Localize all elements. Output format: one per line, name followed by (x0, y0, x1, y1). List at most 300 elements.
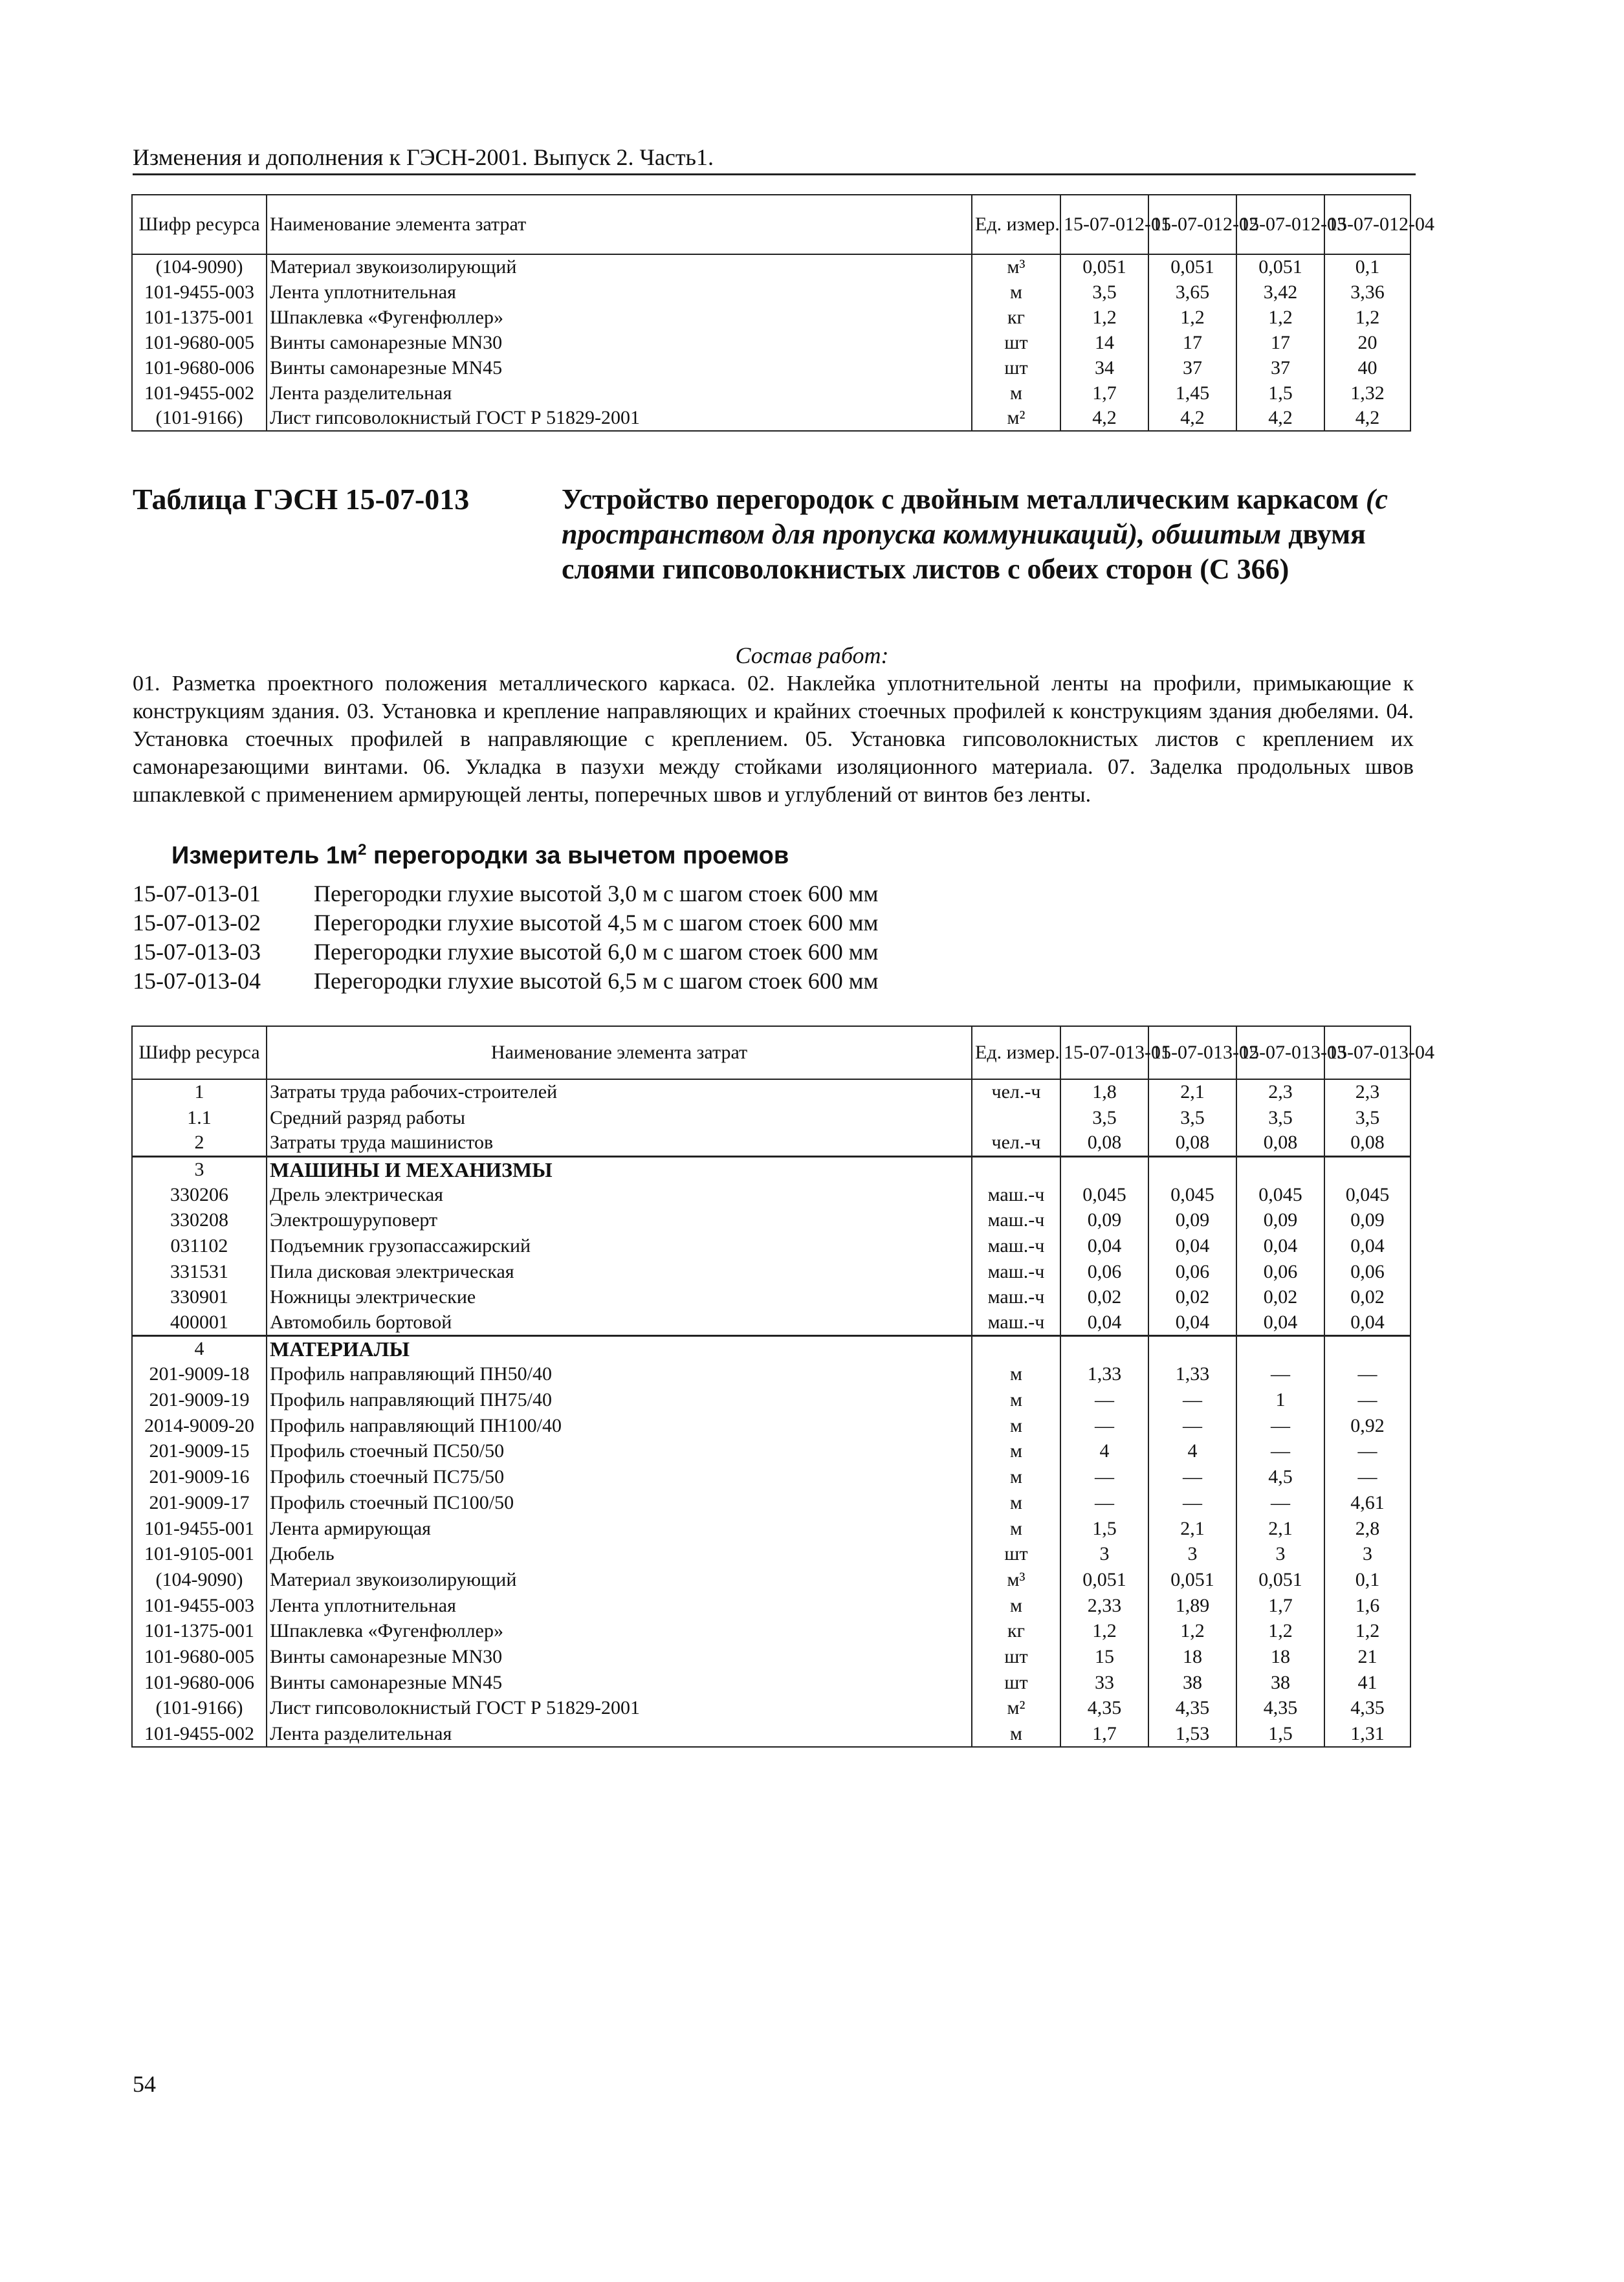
cell-v3: 4,2 (1236, 406, 1324, 431)
cell-name: Дрель электрическая (267, 1182, 972, 1208)
cell-v1: 0,02 (1060, 1285, 1148, 1311)
cell-unit: кг (972, 305, 1060, 330)
cell-unit: маш.-ч (972, 1182, 1060, 1208)
cell-v4: 0,06 (1324, 1259, 1410, 1285)
measurer-suffix: перегородки за вычетом проемов (366, 842, 789, 870)
col-header-c4: 15-07-013-04 (1324, 1026, 1410, 1079)
cell-name: Профиль направляющий ПН50/40 (267, 1362, 972, 1388)
cell-v4: 0,04 (1324, 1233, 1410, 1259)
cell-unit: м (972, 1413, 1060, 1439)
cell-code: 400001 (132, 1310, 267, 1336)
cell-v3: 18 (1236, 1644, 1324, 1670)
cell-code: 331531 (132, 1259, 267, 1285)
cell-name: Винты самонарезные MN30 (267, 330, 972, 355)
col-header-code: Шифр ресурса (132, 1026, 267, 1079)
cell-name: Шпаклевка «Фугенфюллер» (267, 305, 972, 330)
table-row (132, 1285, 1410, 1311)
code-number: 15-07-013-03 (133, 939, 261, 965)
cell-v2: 0,045 (1148, 1182, 1236, 1208)
cell-v2: 0,04 (1148, 1233, 1236, 1259)
cell-v4: 0,1 (1324, 254, 1410, 280)
table-row (132, 1439, 1410, 1465)
cell-unit: маш.-ч (972, 1310, 1060, 1336)
col-header-c1: 15-07-013-01 (1060, 1026, 1148, 1079)
cell-v3: 17 (1236, 330, 1324, 355)
cell-unit: м (972, 1464, 1060, 1490)
code-number: 15-07-013-02 (133, 910, 261, 936)
cell-unit (972, 1336, 1060, 1362)
cell-name: МАШИНЫ И МЕХАНИЗМЫ (267, 1156, 972, 1182)
cell-v4: 0,045 (1324, 1182, 1410, 1208)
cell-v4: 41 (1324, 1670, 1410, 1696)
cell-name: Электрошуруповерт (267, 1207, 972, 1233)
measurer (171, 841, 789, 870)
cell-v1: 3,5 (1060, 280, 1148, 305)
table-label: Таблица ГЭСН 15-07-013 (133, 483, 470, 516)
cell-unit: м (972, 1721, 1060, 1747)
cell-v4 (1324, 1156, 1410, 1182)
cell-unit: чел.-ч (972, 1130, 1060, 1156)
cell-v2: 4 (1148, 1439, 1236, 1465)
cell-v3: — (1236, 1362, 1324, 1388)
cell-v1: — (1060, 1464, 1148, 1490)
code-line (133, 880, 878, 909)
cell-v1: 15 (1060, 1644, 1148, 1670)
cell-v2: 3,65 (1148, 280, 1236, 305)
cell-v1: 0,051 (1060, 254, 1148, 280)
cell-name: Профиль направляющий ПН75/40 (267, 1387, 972, 1413)
code-number: 15-07-013-01 (133, 881, 261, 906)
cell-v1: 0,04 (1060, 1310, 1148, 1336)
table-row (132, 1618, 1410, 1644)
cell-code: 201-9009-15 (132, 1439, 267, 1465)
cell-v3: 38 (1236, 1670, 1324, 1696)
table-row (132, 1079, 1410, 1105)
cell-name: Лента уплотнительная (267, 280, 972, 305)
cell-unit: шт (972, 1541, 1060, 1567)
measurer-prefix: Измеритель 1м (171, 842, 358, 870)
cell-unit: м (972, 280, 1060, 305)
cell-unit: м² (972, 1696, 1060, 1722)
cell-unit: кг (972, 1618, 1060, 1644)
table-013-body (132, 1079, 1410, 1747)
cell-code: (101-9166) (132, 406, 267, 431)
cell-v4: 2,8 (1324, 1516, 1410, 1542)
cell-name: Профиль стоечный ПС50/50 (267, 1439, 972, 1465)
cell-name: Пила дисковая электрическая (267, 1259, 972, 1285)
cell-v3 (1236, 1336, 1324, 1362)
cell-code: 330901 (132, 1285, 267, 1311)
cell-code: (101-9166) (132, 1696, 267, 1722)
cell-code: 101-1375-001 (132, 305, 267, 330)
table-row (132, 1516, 1410, 1542)
col-header-c3: 15-07-012-03 (1236, 195, 1324, 254)
sostav-heading: Состав работ: (735, 642, 889, 668)
cell-v2: 1,53 (1148, 1721, 1236, 1747)
cell-name: Затраты труда машинистов (267, 1130, 972, 1156)
cell-v3 (1236, 1156, 1324, 1182)
cell-code: 201-9009-18 (132, 1362, 267, 1388)
cell-code: 201-9009-19 (132, 1387, 267, 1413)
cell-v4: 4,35 (1324, 1696, 1410, 1722)
cell-code: 3 (132, 1156, 267, 1182)
cell-v4: 0,09 (1324, 1207, 1410, 1233)
cell-v2: 1,45 (1148, 380, 1236, 406)
cell-v4: 0,92 (1324, 1413, 1410, 1439)
cell-name: Дюбель (267, 1541, 972, 1567)
cell-v2: 38 (1148, 1670, 1236, 1696)
cell-name: Лист гипсоволокнистый ГОСТ Р 51829-2001 (267, 406, 972, 431)
code-description: Перегородки глухие высотой 6,5 м с шагом стоек 600 мм (314, 968, 879, 994)
cell-v3: 1,2 (1236, 1618, 1324, 1644)
table-title (562, 482, 1429, 587)
cell-v3: 0,051 (1236, 1567, 1324, 1593)
cell-v2: 0,06 (1148, 1259, 1236, 1285)
code-line (133, 909, 878, 938)
table-row (132, 1336, 1410, 1362)
cell-name: Шпаклевка «Фугенфюллер» (267, 1618, 972, 1644)
table-row (132, 1105, 1410, 1131)
cell-unit: м (972, 1516, 1060, 1542)
cell-v3: 1,7 (1236, 1593, 1324, 1619)
table-header-row (132, 1026, 1410, 1079)
cell-v3: 0,04 (1236, 1310, 1324, 1336)
cell-v4: 1,6 (1324, 1593, 1410, 1619)
cell-v1: 1,2 (1060, 1618, 1148, 1644)
table-row (132, 1387, 1410, 1413)
cell-unit: шт (972, 355, 1060, 380)
cell-code: 330208 (132, 1207, 267, 1233)
col-header-unit: Ед. измер. (972, 1026, 1060, 1079)
cell-name: Винты самонарезные MN45 (267, 355, 972, 380)
cell-code: 031102 (132, 1233, 267, 1259)
cell-v2 (1148, 1336, 1236, 1362)
cell-v1: 34 (1060, 355, 1148, 380)
cell-v2: — (1148, 1490, 1236, 1516)
cell-v4: 4,61 (1324, 1490, 1410, 1516)
table-header-row (132, 195, 1410, 254)
cell-v3: — (1236, 1413, 1324, 1439)
cell-unit (972, 1156, 1060, 1182)
table-row (132, 1490, 1410, 1516)
table-row (132, 1182, 1410, 1208)
cell-code: 101-1375-001 (132, 1618, 267, 1644)
cell-v1: 4 (1060, 1439, 1148, 1465)
cell-unit: шт (972, 1644, 1060, 1670)
cell-v2: — (1148, 1413, 1236, 1439)
cell-v3: 0,051 (1236, 254, 1324, 280)
cell-name: Ножницы электрические (267, 1285, 972, 1311)
cell-v4: 3,5 (1324, 1105, 1410, 1131)
table-title-part2: (с пространством для пропуска коммуникаций), обшитым (562, 483, 1388, 550)
cell-v2 (1148, 1156, 1236, 1182)
cell-v2: 0,09 (1148, 1207, 1236, 1233)
cell-code: 1 (132, 1079, 267, 1105)
table-row (132, 1670, 1410, 1696)
cell-v1: 3 (1060, 1541, 1148, 1567)
cell-unit: маш.-ч (972, 1259, 1060, 1285)
cell-v1: 0,051 (1060, 1567, 1148, 1593)
cell-v1: 1,7 (1060, 380, 1148, 406)
cell-v3: — (1236, 1439, 1324, 1465)
cell-name: Затраты труда рабочих-строителей (267, 1079, 972, 1105)
table-title-part1: Устройство перегородок с двойным металлическим каркасом (562, 483, 1366, 515)
cell-v2: 0,051 (1148, 1567, 1236, 1593)
cell-code: 4 (132, 1336, 267, 1362)
cell-code: 101-9680-006 (132, 1670, 267, 1696)
cell-name: Лента армирующая (267, 1516, 972, 1542)
cell-code: 330206 (132, 1182, 267, 1208)
cell-unit: м (972, 1439, 1060, 1465)
running-header: Изменения и дополнения к ГЭСН-2001. Выпуск 2. Часть1. (133, 144, 714, 170)
cell-name: Лист гипсоволокнистый ГОСТ Р 51829-2001 (267, 1696, 972, 1722)
cell-v3: 0,06 (1236, 1259, 1324, 1285)
cell-code: 201-9009-16 (132, 1464, 267, 1490)
cell-v2: 2,1 (1148, 1079, 1236, 1105)
cell-v3: 3,5 (1236, 1105, 1324, 1131)
cell-v1: — (1060, 1387, 1148, 1413)
cell-code: 101-9680-005 (132, 1644, 267, 1670)
cell-code: 101-9680-006 (132, 355, 267, 380)
cell-v4: 1,32 (1324, 380, 1410, 406)
cell-v4: — (1324, 1387, 1410, 1413)
cell-code: 1.1 (132, 1105, 267, 1131)
cell-v2: 1,89 (1148, 1593, 1236, 1619)
cell-v3: 3 (1236, 1541, 1324, 1567)
cell-v2: 3 (1148, 1541, 1236, 1567)
cell-v1: 3,5 (1060, 1105, 1148, 1131)
col-header-unit: Ед. измер. (972, 195, 1060, 254)
cell-v1: 0,04 (1060, 1233, 1148, 1259)
table-013 (131, 1026, 1434, 1748)
code-description: Перегородки глухие высотой 4,5 м с шагом стоек 600 мм (314, 910, 879, 936)
cell-v3: 2,1 (1236, 1516, 1324, 1542)
cell-v4: 0,02 (1324, 1285, 1410, 1311)
cell-v1: 0,06 (1060, 1259, 1148, 1285)
cell-unit: маш.-ч (972, 1207, 1060, 1233)
cell-unit: м³ (972, 254, 1060, 280)
col-header-c3: 15-07-013-03 (1236, 1026, 1324, 1079)
cell-v4 (1324, 1336, 1410, 1362)
cell-name: Профиль стоечный ПС100/50 (267, 1490, 972, 1516)
cell-v3: 4,35 (1236, 1696, 1324, 1722)
cell-v1: 1,2 (1060, 305, 1148, 330)
cell-code: (104-9090) (132, 1567, 267, 1593)
code-line (133, 967, 878, 996)
cell-v2: 0,08 (1148, 1130, 1236, 1156)
code-number: 15-07-013-04 (133, 968, 261, 994)
cell-unit: м (972, 1387, 1060, 1413)
cell-v4: 3,36 (1324, 280, 1410, 305)
table-row (132, 1696, 1410, 1722)
cell-v4: 0,08 (1324, 1130, 1410, 1156)
code-description: Перегородки глухие высотой 3,0 м с шагом стоек 600 мм (314, 881, 879, 906)
cell-unit: м (972, 1490, 1060, 1516)
table-row (132, 305, 1410, 330)
col-header-c2: 15-07-013-02 (1148, 1026, 1236, 1079)
cell-v1: 33 (1060, 1670, 1148, 1696)
cell-name: Лента разделительная (267, 380, 972, 406)
code-description: Перегородки глухие высотой 6,0 м с шагом стоек 600 мм (314, 939, 879, 965)
cell-code: 2 (132, 1130, 267, 1156)
cell-name: Винты самонарезные MN30 (267, 1644, 972, 1670)
cell-code: 101-9455-003 (132, 1593, 267, 1619)
cell-v3: 0,04 (1236, 1233, 1324, 1259)
cell-unit: м³ (972, 1567, 1060, 1593)
cell-unit: маш.-ч (972, 1285, 1060, 1311)
table-row (132, 1233, 1410, 1259)
cell-code: 101-9680-005 (132, 330, 267, 355)
cell-code: 101-9455-002 (132, 1721, 267, 1747)
table-row (132, 1310, 1410, 1336)
cell-v3: 0,02 (1236, 1285, 1324, 1311)
cell-code: 201-9009-17 (132, 1490, 267, 1516)
cell-v2: 1,33 (1148, 1362, 1236, 1388)
cell-unit: маш.-ч (972, 1233, 1060, 1259)
table-row (132, 1567, 1410, 1593)
cell-v4: 1,31 (1324, 1721, 1410, 1747)
cell-v3: 1,5 (1236, 380, 1324, 406)
page-number: 54 (133, 2071, 156, 2097)
cell-v2: 4,35 (1148, 1696, 1236, 1722)
cell-v4: — (1324, 1439, 1410, 1465)
cell-unit (972, 1105, 1060, 1131)
measurer-sup: 2 (358, 841, 367, 859)
cell-v1: 1,33 (1060, 1362, 1148, 1388)
cell-code: 101-9455-003 (132, 280, 267, 305)
cell-v3: — (1236, 1490, 1324, 1516)
cell-v4: 0,1 (1324, 1567, 1410, 1593)
cell-v4: — (1324, 1362, 1410, 1388)
cell-name: Профиль направляющий ПН100/40 (267, 1413, 972, 1439)
table-row (132, 380, 1410, 406)
table-012-body (132, 254, 1410, 431)
col-header-c4: 15-07-012-04 (1324, 195, 1410, 254)
table-row (132, 330, 1410, 355)
cell-v4: 0,04 (1324, 1310, 1410, 1336)
table-row (132, 1362, 1410, 1388)
code-line (133, 938, 878, 967)
cell-v1: — (1060, 1490, 1148, 1516)
cell-unit: шт (972, 330, 1060, 355)
cell-v3: 0,09 (1236, 1207, 1324, 1233)
cell-v3: 1,5 (1236, 1721, 1324, 1747)
cell-v1 (1060, 1336, 1148, 1362)
col-header-c2: 15-07-012-02 (1148, 195, 1236, 254)
cell-v1: 1,8 (1060, 1079, 1148, 1105)
cell-name: Лента разделительная (267, 1721, 972, 1747)
cell-v4: 3 (1324, 1541, 1410, 1567)
cell-v4: 20 (1324, 330, 1410, 355)
cell-v3: 37 (1236, 355, 1324, 380)
cell-code: 101-9455-001 (132, 1516, 267, 1542)
cell-v1: 1,5 (1060, 1516, 1148, 1542)
cell-v2: 0,051 (1148, 254, 1236, 280)
table-row (132, 1259, 1410, 1285)
cell-name: Подъемник грузопассажирский (267, 1233, 972, 1259)
cell-v2: — (1148, 1387, 1236, 1413)
cell-v1 (1060, 1156, 1148, 1182)
table-row (132, 1207, 1410, 1233)
cell-v2: 37 (1148, 355, 1236, 380)
cell-code: 101-9105-001 (132, 1541, 267, 1567)
cell-v1: 0,09 (1060, 1207, 1148, 1233)
table-row (132, 254, 1410, 280)
cell-v4: 1,2 (1324, 305, 1410, 330)
table-row (132, 1644, 1410, 1670)
table-row (132, 1413, 1410, 1439)
cell-name: Автомобиль бортовой (267, 1310, 972, 1336)
cell-v2: 2,1 (1148, 1516, 1236, 1542)
codes-list (133, 880, 878, 996)
cell-v3: 1,2 (1236, 305, 1324, 330)
col-header-name: Наименование элемента затрат (267, 195, 972, 254)
cell-unit: м² (972, 406, 1060, 431)
table-title-part3: двумя слоями гипсоволокнистых листов с обеих сторон (С 366) (562, 518, 1366, 585)
cell-name: Профиль стоечный ПС75/50 (267, 1464, 972, 1490)
table-row (132, 1130, 1410, 1156)
cell-v1: 4,2 (1060, 406, 1148, 431)
cell-v2: 0,04 (1148, 1310, 1236, 1336)
table-row (132, 1156, 1410, 1182)
cell-v2: 1,2 (1148, 1618, 1236, 1644)
col-header-name: Наименование элемента затрат (267, 1026, 972, 1079)
cell-v4: 2,3 (1324, 1079, 1410, 1105)
cell-v2: 4,2 (1148, 406, 1236, 431)
cell-v2: 18 (1148, 1644, 1236, 1670)
col-header-code: Шифр ресурса (132, 195, 267, 254)
header-rule (133, 173, 1416, 175)
cell-v4: — (1324, 1464, 1410, 1490)
cell-v3: 0,08 (1236, 1130, 1324, 1156)
cell-v2: 17 (1148, 330, 1236, 355)
cell-code: 101-9455-002 (132, 380, 267, 406)
cell-v2: 3,5 (1148, 1105, 1236, 1131)
cell-v1: 1,7 (1060, 1721, 1148, 1747)
cell-v3: 0,045 (1236, 1182, 1324, 1208)
cell-code: (104-9090) (132, 254, 267, 280)
cell-v1: — (1060, 1413, 1148, 1439)
cell-name: Средний разряд работы (267, 1105, 972, 1131)
cell-unit: шт (972, 1670, 1060, 1696)
table-row (132, 1593, 1410, 1619)
cell-name: МАТЕРИАЛЫ (267, 1336, 972, 1362)
cell-unit: чел.-ч (972, 1079, 1060, 1105)
cell-v1: 0,08 (1060, 1130, 1148, 1156)
cell-v4: 4,2 (1324, 406, 1410, 431)
cell-name: Лента уплотнительная (267, 1593, 972, 1619)
table-row (132, 1541, 1410, 1567)
cell-v2: 1,2 (1148, 305, 1236, 330)
cell-v3: 1 (1236, 1387, 1324, 1413)
cell-v4: 21 (1324, 1644, 1410, 1670)
cell-v1: 2,33 (1060, 1593, 1148, 1619)
cell-unit: м (972, 1593, 1060, 1619)
cell-v4: 40 (1324, 355, 1410, 380)
cell-v1: 14 (1060, 330, 1148, 355)
table-row (132, 1721, 1410, 1747)
table-row (132, 406, 1410, 431)
cell-unit: м (972, 380, 1060, 406)
table-012 (131, 194, 1434, 432)
cell-code: 2014-9009-20 (132, 1413, 267, 1439)
table-row (132, 280, 1410, 305)
cell-unit: м (972, 1362, 1060, 1388)
cell-v4: 1,2 (1324, 1618, 1410, 1644)
col-header-c1: 15-07-012-01 (1060, 195, 1148, 254)
cell-v2: — (1148, 1464, 1236, 1490)
cell-name: Винты самонарезные MN45 (267, 1670, 972, 1696)
